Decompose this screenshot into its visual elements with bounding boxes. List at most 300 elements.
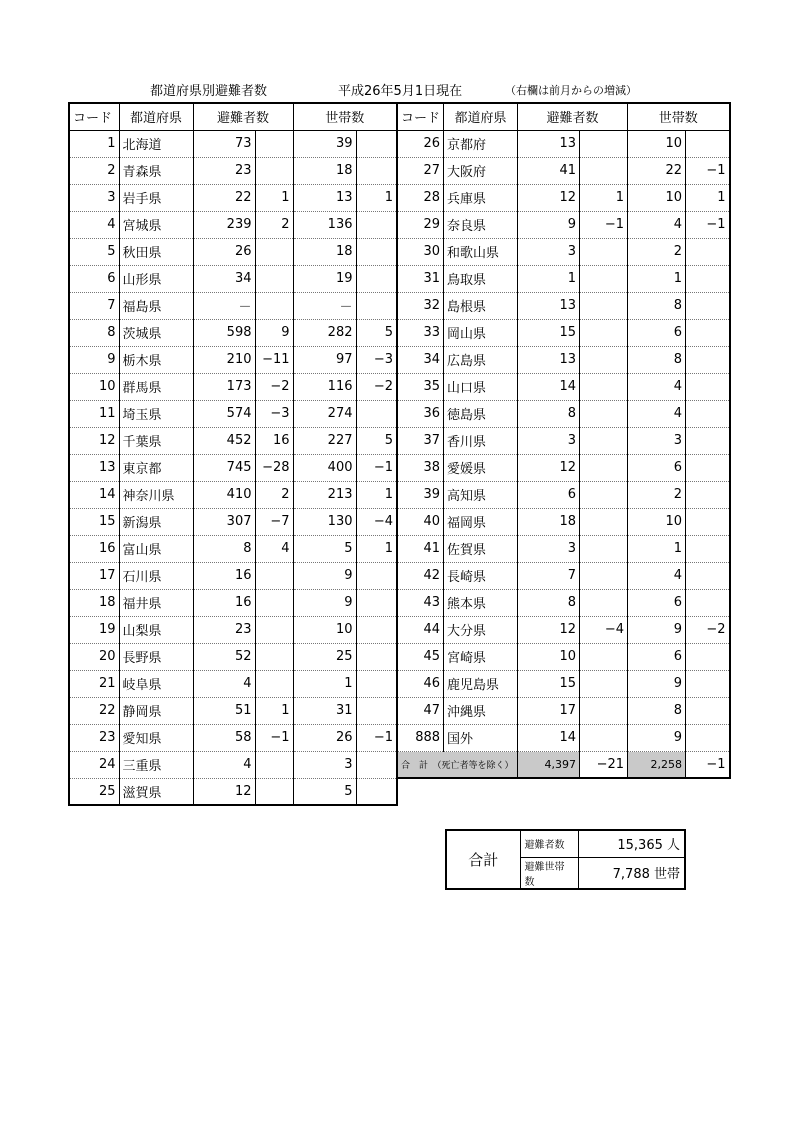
household-count: 10 [628, 130, 686, 157]
evacuee-change: −2 [255, 373, 293, 400]
table-row [397, 184, 730, 211]
prefecture-code: 24 [69, 751, 119, 778]
prefecture-code: 14 [69, 481, 119, 508]
household-change [686, 643, 730, 670]
evacuee-change: −3 [255, 400, 293, 427]
household-count: 9 [293, 589, 356, 616]
prefecture-name: 新潟県 [119, 508, 193, 535]
evacuee-change [255, 562, 293, 589]
evacuee-count: 12 [518, 184, 580, 211]
evacuee-change: −7 [255, 508, 293, 535]
prefecture-code: 13 [69, 454, 119, 481]
header-evacuees: 避難者数 [193, 103, 293, 130]
evacuee-change: 9 [255, 319, 293, 346]
evacuee-count: 23 [193, 157, 255, 184]
prefecture-code: 1 [69, 130, 119, 157]
household-change: −1 [356, 724, 397, 751]
evacuee-count: 210 [193, 346, 255, 373]
evacuee-count: 4 [193, 670, 255, 697]
evacuee-change [580, 508, 628, 535]
household-change [686, 265, 730, 292]
table-row [69, 481, 397, 508]
household-change [356, 130, 397, 157]
table-row [69, 265, 397, 292]
table-row [69, 373, 397, 400]
household-count: 18 [293, 238, 356, 265]
table-row [397, 481, 730, 508]
evacuee-count: 4 [193, 751, 255, 778]
table-header-row [397, 103, 730, 130]
evacuee-change [255, 238, 293, 265]
household-count: 3 [628, 427, 686, 454]
prefecture-code: 40 [397, 508, 444, 535]
household-count: 282 [293, 319, 356, 346]
evacuee-change [580, 238, 628, 265]
table-row [69, 400, 397, 427]
evacuee-count: 745 [193, 454, 255, 481]
as-of-date: 平成26年5月1日現在 [338, 84, 463, 99]
total-households-value: 7,788 世帯 [578, 857, 685, 889]
prefecture-code: 34 [397, 346, 444, 373]
table-header-row [69, 103, 397, 130]
household-count: 6 [628, 454, 686, 481]
prefecture-name: 福岡県 [444, 508, 518, 535]
prefecture-code: 3 [69, 184, 119, 211]
household-count: 8 [628, 346, 686, 373]
table-row [69, 535, 397, 562]
prefecture-name: 高知県 [444, 481, 518, 508]
subtotal-row [397, 751, 730, 778]
evacuee-count: 3 [518, 238, 580, 265]
table-row [397, 346, 730, 373]
household-change [356, 238, 397, 265]
household-count: 10 [628, 508, 686, 535]
evacuee-count: 14 [518, 373, 580, 400]
table-row [397, 643, 730, 670]
household-change [356, 778, 397, 805]
household-count: 13 [293, 184, 356, 211]
household-change [356, 643, 397, 670]
household-change [356, 562, 397, 589]
evacuee-change [580, 130, 628, 157]
evacuee-count: 1 [518, 265, 580, 292]
prefecture-name: 宮城県 [119, 211, 193, 238]
header-households: 世帯数 [293, 103, 397, 130]
evacuee-change [580, 373, 628, 400]
household-count: 5 [293, 778, 356, 805]
table-row [397, 535, 730, 562]
evacuee-change [255, 616, 293, 643]
household-count: 227 [293, 427, 356, 454]
table-row [69, 346, 397, 373]
prefecture-code: 17 [69, 562, 119, 589]
evacuee-count: 73 [193, 130, 255, 157]
evacuee-count: 13 [518, 130, 580, 157]
table-row [397, 319, 730, 346]
prefecture-code: 4 [69, 211, 119, 238]
subtotal-household-change: −1 [686, 751, 730, 778]
prefecture-code: 23 [69, 724, 119, 751]
prefecture-code: 29 [397, 211, 444, 238]
household-change [356, 670, 397, 697]
evacuee-change [255, 670, 293, 697]
household-change: −3 [356, 346, 397, 373]
household-count: 1 [628, 265, 686, 292]
household-count: 9 [293, 562, 356, 589]
prefecture-code: 7 [69, 292, 119, 319]
household-change [686, 697, 730, 724]
subtotal-evacuee-change: −21 [580, 751, 628, 778]
prefecture-code: 28 [397, 184, 444, 211]
household-count: 9 [628, 616, 686, 643]
household-change [686, 319, 730, 346]
household-count: 6 [628, 643, 686, 670]
prefecture-code: 22 [69, 697, 119, 724]
household-count: 4 [628, 211, 686, 238]
table-row [397, 265, 730, 292]
evacuee-count: 41 [518, 157, 580, 184]
table-row [397, 427, 730, 454]
evacuee-count: 574 [193, 400, 255, 427]
household-count: 5 [293, 535, 356, 562]
evacuee-change [580, 697, 628, 724]
table-row [397, 616, 730, 643]
prefecture-name: 茨城県 [119, 319, 193, 346]
evacuee-count: 410 [193, 481, 255, 508]
prefecture-name: 徳島県 [444, 400, 518, 427]
household-count: 1 [293, 670, 356, 697]
evacuee-count: 3 [518, 535, 580, 562]
table-row [69, 643, 397, 670]
evacuee-count: 15 [518, 670, 580, 697]
prefecture-name: 東京都 [119, 454, 193, 481]
household-change: −1 [356, 454, 397, 481]
table-row [69, 724, 397, 751]
grand-total-box [445, 829, 686, 890]
evacuee-count: 3 [518, 427, 580, 454]
evacuee-count: 22 [193, 184, 255, 211]
evacuee-count: 6 [518, 481, 580, 508]
prefecture-code: 26 [397, 130, 444, 157]
household-count: 3 [293, 751, 356, 778]
household-change [356, 697, 397, 724]
header-code: コード [397, 103, 444, 130]
evacuee-count: 9 [518, 211, 580, 238]
prefecture-code: 9 [69, 346, 119, 373]
prefecture-name: 埼玉県 [119, 400, 193, 427]
header-prefecture: 都道府県 [444, 103, 518, 130]
table-row [397, 130, 730, 157]
household-count: 130 [293, 508, 356, 535]
subtotal-label: 合 計 （死亡者等を除く） [397, 751, 518, 778]
evacuee-count: 13 [518, 292, 580, 319]
evacuee-change [255, 643, 293, 670]
evacuee-change [580, 643, 628, 670]
household-count: 9 [628, 670, 686, 697]
prefecture-code: 33 [397, 319, 444, 346]
household-change [686, 130, 730, 157]
household-count: 213 [293, 481, 356, 508]
household-change: −2 [686, 616, 730, 643]
evacuee-count: 307 [193, 508, 255, 535]
evacuee-change: 4 [255, 535, 293, 562]
household-count: 9 [628, 724, 686, 751]
household-change [686, 589, 730, 616]
evacuee-count: 34 [193, 265, 255, 292]
evacuee-change [580, 562, 628, 589]
table-row [69, 670, 397, 697]
evacuee-change [580, 427, 628, 454]
table-row [397, 400, 730, 427]
evacuee-change: 1 [255, 697, 293, 724]
household-change [356, 265, 397, 292]
prefecture-name: 奈良県 [444, 211, 518, 238]
evacuee-change: 16 [255, 427, 293, 454]
prefecture-name: 群馬県 [119, 373, 193, 400]
total-households-label: 避難世帯数 [520, 857, 578, 889]
prefecture-code: 20 [69, 643, 119, 670]
table-row [397, 238, 730, 265]
household-change: 1 [356, 481, 397, 508]
prefecture-name: 岡山県 [444, 319, 518, 346]
prefecture-name: 大分県 [444, 616, 518, 643]
prefecture-name: 大阪府 [444, 157, 518, 184]
prefecture-code: 46 [397, 670, 444, 697]
prefecture-name: 北海道 [119, 130, 193, 157]
household-change [356, 616, 397, 643]
evacuee-change [580, 535, 628, 562]
household-count: 25 [293, 643, 356, 670]
prefecture-code: 45 [397, 643, 444, 670]
prefecture-name: 福井県 [119, 589, 193, 616]
prefecture-name: 滋賀県 [119, 778, 193, 805]
table-row [397, 589, 730, 616]
household-change [686, 400, 730, 427]
household-count: 19 [293, 265, 356, 292]
evacuee-count: 7 [518, 562, 580, 589]
household-count: 39 [293, 130, 356, 157]
table-row [69, 319, 397, 346]
household-change [686, 535, 730, 562]
household-count: － [293, 292, 356, 319]
table-row [69, 427, 397, 454]
prefecture-code: 888 [397, 724, 444, 751]
household-count: 4 [628, 562, 686, 589]
prefecture-name: 島根県 [444, 292, 518, 319]
table-row [69, 589, 397, 616]
evacuee-count: 52 [193, 643, 255, 670]
prefecture-code: 47 [397, 697, 444, 724]
prefecture-name: 愛知県 [119, 724, 193, 751]
household-count: 400 [293, 454, 356, 481]
table-row [69, 292, 397, 319]
prefecture-name: 京都府 [444, 130, 518, 157]
evacuee-change: 1 [580, 184, 628, 211]
total-evacuees-label: 避難者数 [520, 830, 578, 857]
header-households: 世帯数 [628, 103, 730, 130]
evacuee-change [580, 481, 628, 508]
evacuee-count: 17 [518, 697, 580, 724]
evacuee-count: 51 [193, 697, 255, 724]
household-count: 97 [293, 346, 356, 373]
evacuee-count: 58 [193, 724, 255, 751]
evacuee-change: −28 [255, 454, 293, 481]
household-count: 116 [293, 373, 356, 400]
household-change [686, 238, 730, 265]
evacuee-count: 13 [518, 346, 580, 373]
evacuee-change: −11 [255, 346, 293, 373]
table-row [69, 454, 397, 481]
prefecture-name: 岐阜県 [119, 670, 193, 697]
evacuee-change [580, 265, 628, 292]
table-row [397, 373, 730, 400]
table-row [69, 157, 397, 184]
evacuee-count: 26 [193, 238, 255, 265]
prefecture-code: 25 [69, 778, 119, 805]
household-change [686, 292, 730, 319]
prefecture-name: 和歌山県 [444, 238, 518, 265]
evacuee-change [255, 157, 293, 184]
household-change [356, 292, 397, 319]
prefecture-code: 2 [69, 157, 119, 184]
evacuee-change [255, 751, 293, 778]
table-row [397, 670, 730, 697]
prefecture-name: 宮崎県 [444, 643, 518, 670]
household-change [686, 724, 730, 751]
prefecture-code: 31 [397, 265, 444, 292]
prefecture-name: 岩手県 [119, 184, 193, 211]
prefecture-code: 19 [69, 616, 119, 643]
prefecture-name: 熊本県 [444, 589, 518, 616]
prefecture-code: 30 [397, 238, 444, 265]
household-count: 31 [293, 697, 356, 724]
prefecture-name: 山梨県 [119, 616, 193, 643]
evacuee-change [255, 589, 293, 616]
table-row [69, 184, 397, 211]
household-count: 136 [293, 211, 356, 238]
evacuee-count: 18 [518, 508, 580, 535]
evacuee-change [580, 292, 628, 319]
household-change: −1 [686, 157, 730, 184]
prefecture-name: 香川県 [444, 427, 518, 454]
household-change [686, 427, 730, 454]
prefecture-name: 山形県 [119, 265, 193, 292]
evacuee-change [580, 589, 628, 616]
evacuee-count: 15 [518, 319, 580, 346]
household-count: 8 [628, 292, 686, 319]
household-change [356, 589, 397, 616]
evacuee-change [255, 130, 293, 157]
prefecture-code: 15 [69, 508, 119, 535]
evacuee-count: 12 [193, 778, 255, 805]
household-count: 2 [628, 238, 686, 265]
evacuee-change [580, 670, 628, 697]
household-change: 1 [356, 184, 397, 211]
prefecture-code: 18 [69, 589, 119, 616]
table-row [69, 697, 397, 724]
evacuee-change: 2 [255, 211, 293, 238]
prefecture-name: 福島県 [119, 292, 193, 319]
page-title: 都道府県別避難者数 [150, 84, 268, 99]
evacuee-change [580, 454, 628, 481]
table-row [397, 562, 730, 589]
household-change: 1 [686, 184, 730, 211]
prefecture-code: 27 [397, 157, 444, 184]
household-change: 1 [356, 535, 397, 562]
household-count: 4 [628, 400, 686, 427]
prefecture-name: 国外 [444, 724, 518, 751]
subtotal-evacuees: 4,397 [518, 751, 580, 778]
evacuee-change: −4 [580, 616, 628, 643]
evacuee-change [255, 292, 293, 319]
prefecture-name: 千葉県 [119, 427, 193, 454]
evacuee-change [580, 724, 628, 751]
evacuee-count: 16 [193, 589, 255, 616]
prefecture-name: 秋田県 [119, 238, 193, 265]
prefecture-name: 鳥取県 [444, 265, 518, 292]
prefecture-code: 32 [397, 292, 444, 319]
table-row [397, 697, 730, 724]
evacuee-change: −1 [580, 211, 628, 238]
household-count: 22 [628, 157, 686, 184]
prefecture-name: 鹿児島県 [444, 670, 518, 697]
household-count: 4 [628, 373, 686, 400]
evacuee-count: 16 [193, 562, 255, 589]
prefecture-name: 石川県 [119, 562, 193, 589]
evacuee-change [255, 778, 293, 805]
household-change [686, 454, 730, 481]
prefecture-name: 佐賀県 [444, 535, 518, 562]
household-count: 6 [628, 589, 686, 616]
prefecture-code: 39 [397, 481, 444, 508]
household-change: 5 [356, 319, 397, 346]
prefecture-name: 長崎県 [444, 562, 518, 589]
table-row [397, 508, 730, 535]
household-change [686, 346, 730, 373]
household-change [356, 157, 397, 184]
prefecture-code: 43 [397, 589, 444, 616]
prefecture-code: 36 [397, 400, 444, 427]
table-row [69, 211, 397, 238]
prefecture-name: 栃木県 [119, 346, 193, 373]
evacuee-count: 8 [518, 589, 580, 616]
household-change [686, 373, 730, 400]
evacuee-count: 598 [193, 319, 255, 346]
prefecture-code: 11 [69, 400, 119, 427]
prefecture-name: 兵庫県 [444, 184, 518, 211]
evacuee-change [580, 319, 628, 346]
evacuee-count: 23 [193, 616, 255, 643]
household-change [356, 751, 397, 778]
household-count: 10 [628, 184, 686, 211]
household-count: 274 [293, 400, 356, 427]
column-note: （右欄は前月からの増減） [505, 84, 637, 97]
table-row [397, 211, 730, 238]
table-row [69, 616, 397, 643]
evacuee-change: 2 [255, 481, 293, 508]
table-row [69, 562, 397, 589]
evacuee-change [580, 400, 628, 427]
header-evacuees: 避難者数 [518, 103, 628, 130]
household-change: −1 [686, 211, 730, 238]
household-count: 26 [293, 724, 356, 751]
evacuee-count: 173 [193, 373, 255, 400]
evacuee-count: 8 [193, 535, 255, 562]
household-change: −2 [356, 373, 397, 400]
prefecture-code: 6 [69, 265, 119, 292]
prefecture-name: 山口県 [444, 373, 518, 400]
prefecture-code: 12 [69, 427, 119, 454]
